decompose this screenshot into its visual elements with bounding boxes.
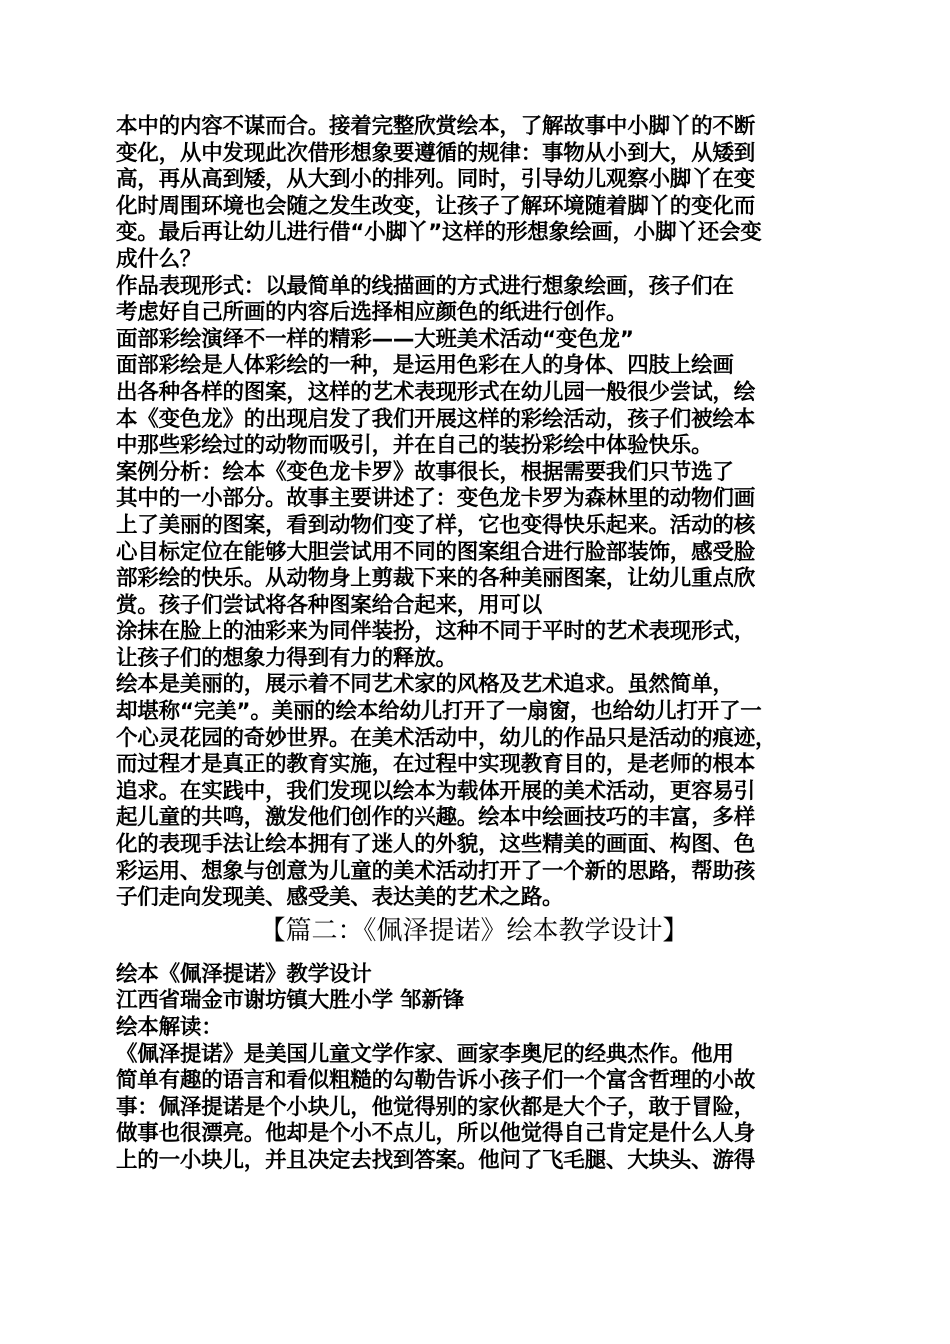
text-line: 却堪称“完美”。美丽的绘本给幼儿打开了一扇窗，也给幼儿打开了一 — [116, 699, 762, 725]
text-line: 心目标定位在能够大胆尝试用不同的图案组合进行脸部装饰，感受脸 — [116, 539, 756, 565]
text-line: 江西省瑞金市谢坊镇大胜小学 邹新锋 — [116, 988, 465, 1014]
body-text-part1 — [116, 114, 846, 912]
text-line: 上的一小块儿，并且决定去找到答案。他问了飞毛腿、大块头、游得 — [116, 1147, 756, 1173]
text-line: 绘本《佩泽提诺》教学设计 — [116, 961, 372, 987]
text-line: 涂抹在脸上的油彩来为同伴装扮，这种不同于平时的艺术表现形式， — [116, 619, 756, 645]
text-line: 化的表现手法让绘本拥有了迷人的外貌，这些精美的画面、构图、色 — [116, 832, 756, 858]
text-line: 高，再从高到矮，从大到小的排列。同时，引导幼儿观察小脚丫在变 — [116, 167, 756, 193]
section-heading: 【篇二：《佩泽提诺》绘本教学设计】 — [259, 915, 689, 946]
body-text-part2 — [116, 962, 846, 1175]
text-line: 中那些彩绘过的动物而吸引，并在自己的装扮彩绘中体验快乐。 — [116, 433, 713, 459]
text-line: 而过程才是真正的教育实施，在过程中实现教育目的，是老师的根本 — [116, 752, 756, 778]
text-line: 起儿童的共鸣，激发他们创作的兴趣。绘本中绘画技巧的丰富，多样 — [116, 805, 756, 831]
text-line: 化时周围环境也会随之发生改变，让孩子了解环境随着脚丫的变化而 — [116, 193, 756, 219]
text-line: 事：佩泽提诺是个小块儿，他觉得别的家伙都是大个子，敢于冒险， — [116, 1094, 756, 1120]
text-line: 面部彩绘演绎不一样的精彩——大班美术活动“变色龙” — [116, 326, 634, 352]
document-page — [116, 114, 846, 1175]
text-line: 赏。孩子们尝试将各种图案给合起来，用可以 — [116, 592, 543, 618]
text-line: 其中的一小部分。故事主要讲述了：变色龙卡罗为森林里的动物们画 — [116, 486, 756, 512]
text-line: 变化，从中发现此次借形想象要遵循的规律：事物从小到大，从矮到 — [116, 140, 756, 166]
text-line: 绘本解读： — [116, 1015, 223, 1040]
text-line: 让孩子们的想象力得到有力的释放。 — [116, 645, 457, 671]
text-line: 子们走向发现美、感受美、表达美的艺术之路。 — [116, 885, 564, 911]
text-line: 考虑好自己所画的内容后选择相应颜色的纸进行创作。 — [116, 300, 628, 326]
text-line: 变。最后再让幼儿进行借“小脚丫”这样的形想象绘画，小脚丫还会变 — [116, 220, 762, 246]
text-line: 面部彩绘是人体彩绘的一种，是运用色彩在人的身体、四肢上绘画 — [116, 353, 734, 379]
text-line: 绘本是美丽的，展示着不同艺术家的风格及艺术追求。虽然简单， — [116, 672, 734, 698]
text-line: 部彩绘的快乐。从动物身上剪裁下来的各种美丽图案，让幼儿重点欣 — [116, 566, 756, 592]
text-line: 做事也很漂亮。他却是个小不点儿，所以他觉得自己肯定是什么人身 — [116, 1121, 756, 1147]
text-line: 上了美丽的图案，看到动物们变了样，它也变得快乐起来。活动的核 — [116, 512, 756, 538]
text-line: 作品表现形式：以最简单的线描画的方式进行想象绘画，孩子们在 — [116, 273, 734, 299]
text-line: 成什么？ — [116, 246, 202, 272]
text-line: 彩运用、想象与创意为儿童的美术活动打开了一个新的思路，帮助孩 — [116, 858, 756, 884]
text-line: 《佩泽提诺》是美国儿童文学作家、画家李奥尼的经典杰作。他用 — [116, 1041, 734, 1067]
text-line: 出各种各样的图案，这样的艺术表现形式在幼儿园一般很少尝试，绘 — [116, 379, 756, 405]
text-line: 本《变色龙》的出现启发了我们开展这样的彩绘活动，孩子们被绘本 — [116, 406, 756, 432]
text-line: 案例分析：绘本《变色龙卡罗》故事很长，根据需要我们只节选了 — [116, 459, 734, 485]
text-line: 简单有趣的语言和看似粗糙的勾勒告诉小孩子们一个富含哲理的小故 — [116, 1068, 756, 1094]
text-line: 本中的内容不谋而合。接着完整欣赏绘本，了解故事中小脚丫的不断 — [116, 114, 756, 139]
text-line: 个心灵花园的奇妙世界。在美术活动中，幼儿的作品只是活动的痕迹， — [116, 725, 777, 751]
text-line: 追求。在实践中，我们发现以绘本为载体开展的美术活动，更容易引 — [116, 778, 756, 804]
